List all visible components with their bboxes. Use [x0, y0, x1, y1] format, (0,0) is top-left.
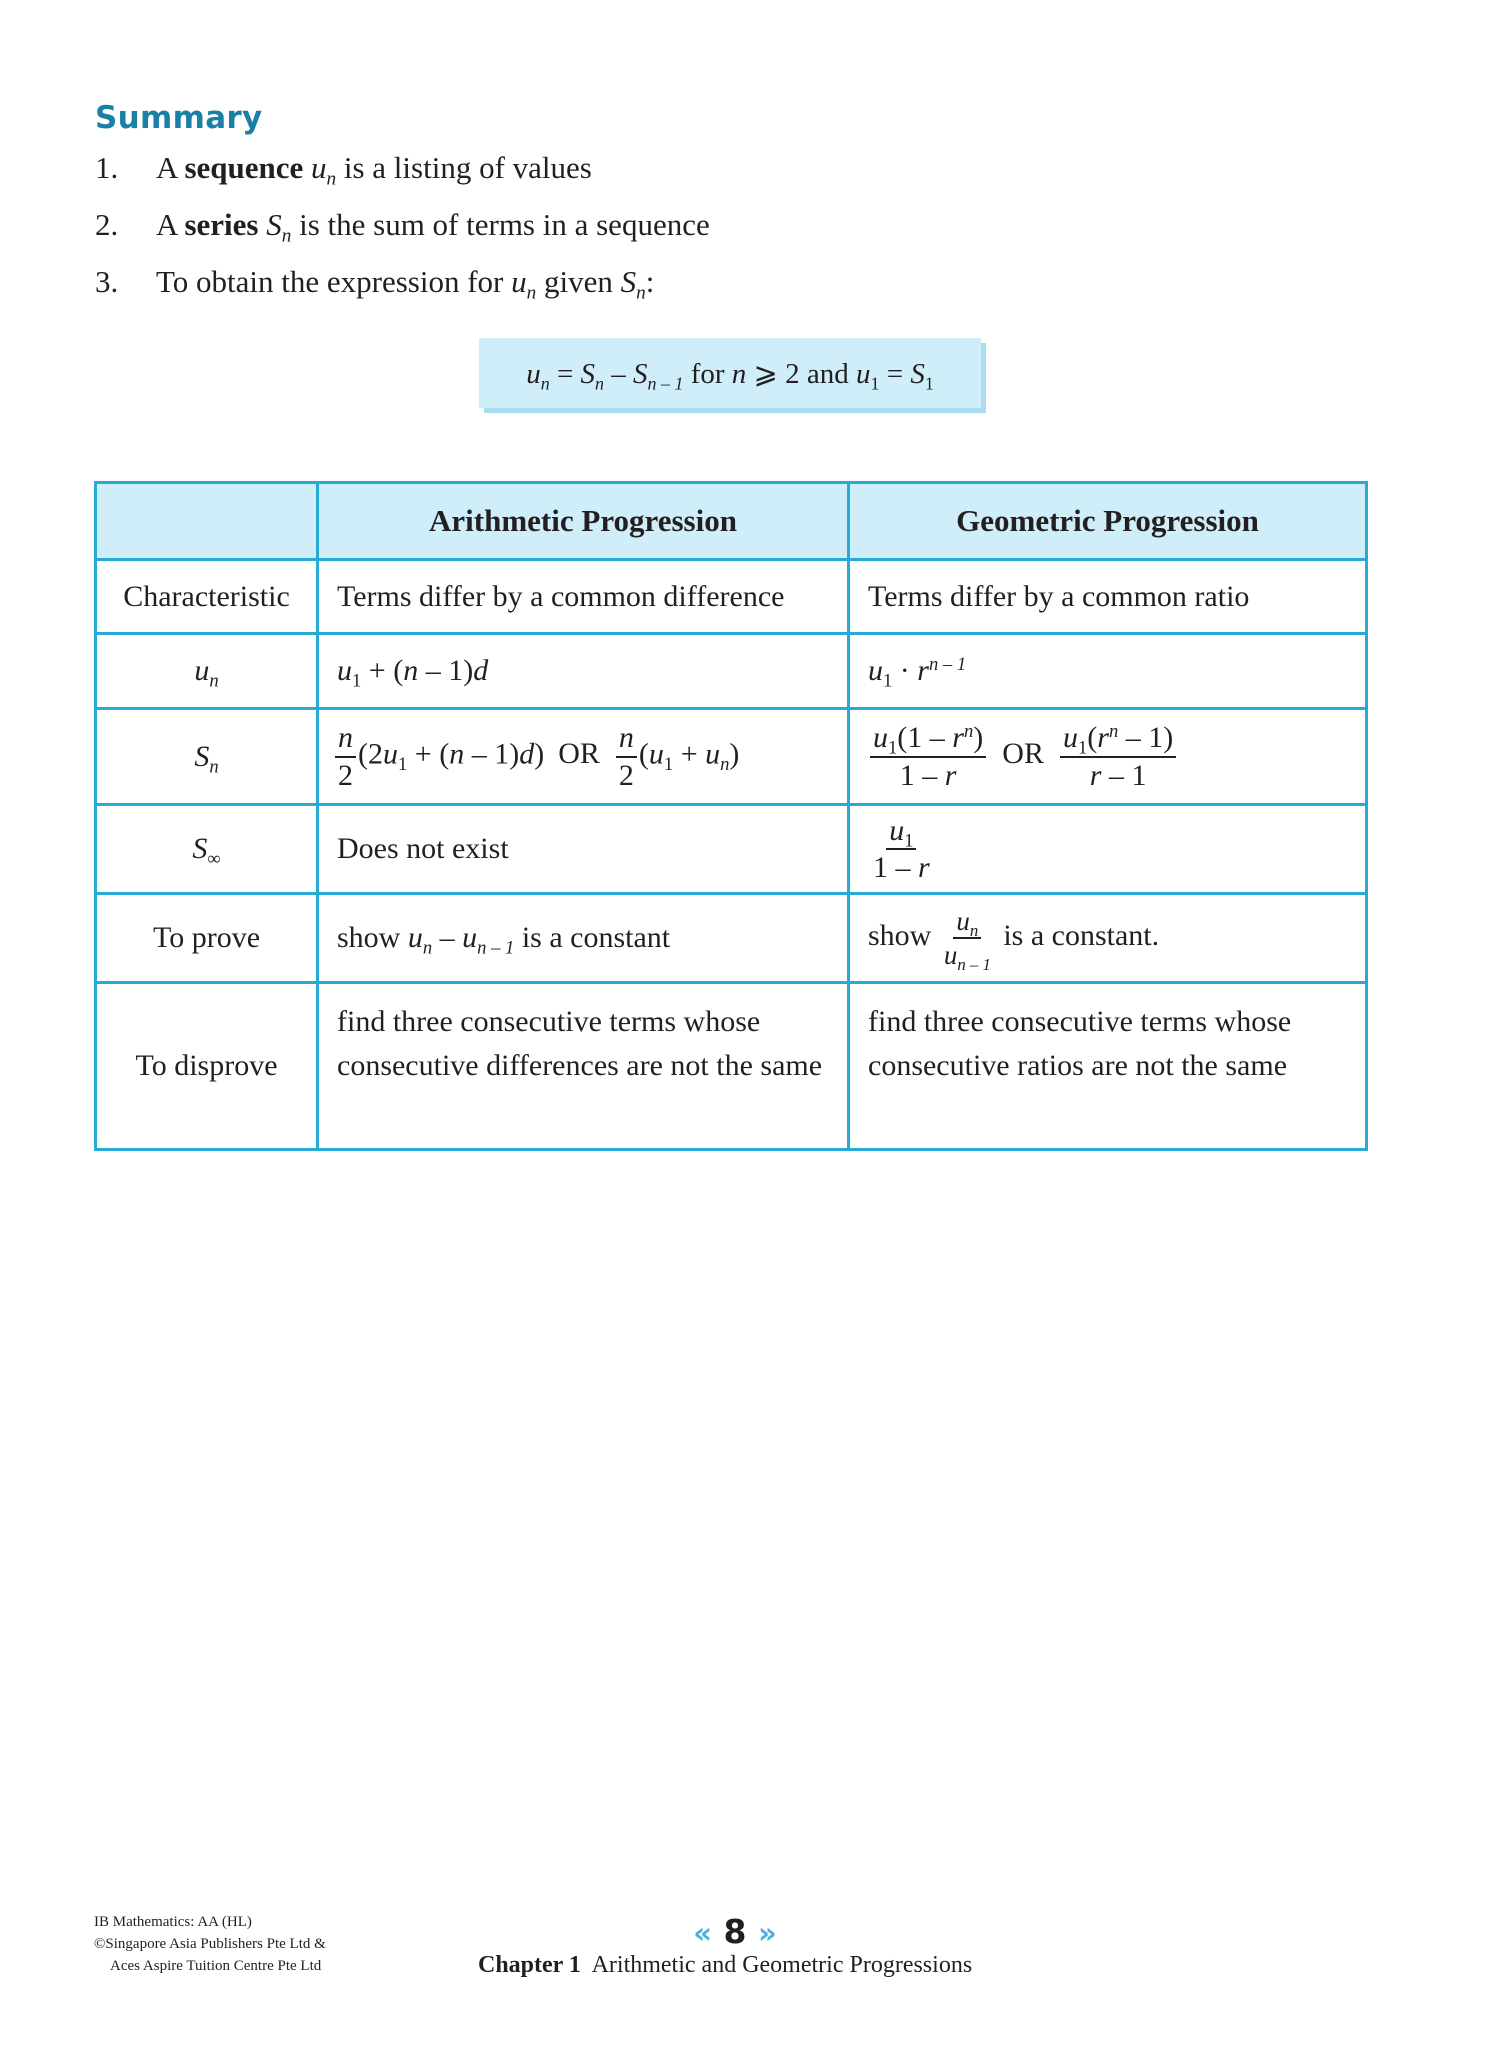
term-sequence: sequence: [184, 150, 304, 185]
fraction: $\frac{u_1(1 - r^n)}{1 - r}$: [870, 722, 986, 791]
formula-box: [479, 338, 981, 408]
fraction: $\frac{n}{2}$: [335, 722, 356, 791]
fraction: $\frac{n}{2}$: [616, 722, 637, 791]
list-text: A sequence $u_n$ is a listing of values: [156, 150, 592, 190]
chapter-line: [478, 1952, 972, 1979]
table-row: [96, 634, 1367, 709]
list-number: 1.: [95, 150, 119, 185]
footer-copyright-1: ©Singapore Asia Publishers Pte Ltd &: [94, 1936, 326, 1952]
row-label-sinf: $S_\infty$: [96, 805, 318, 894]
footer-copyright-2: Aces Aspire Tuition Centre Pte Ltd: [110, 1958, 322, 1974]
header-ap: Arithmetic Progression: [318, 483, 849, 560]
cell-gp-prove: show $\frac{u_n}{u_{n - 1}}$ is a constant.: [849, 894, 1367, 983]
table-header-row: [96, 483, 1367, 560]
term-series: series: [184, 207, 259, 242]
list-text: To obtain the expression for $u_n$ given $S_n$:: [156, 264, 655, 304]
cell-gp-characteristic: Terms differ by a common ratio: [849, 560, 1367, 634]
table-row: [96, 560, 1367, 634]
list-text: A series $S_n$ is the sum of terms in a sequence: [156, 207, 710, 247]
table-row: [96, 709, 1367, 805]
cell-ap-sinf: Does not exist: [318, 805, 849, 894]
cell-gp-sn: $\frac{u_1(1 - r^n)}{1 - r}$ OR $\frac{u_1(r^n - 1)}{r - 1}$: [849, 709, 1367, 805]
row-label-sn: $S_n$: [96, 709, 318, 805]
fraction: $\frac{u_n}{u_{n - 1}}$: [943, 905, 991, 974]
cell-gp-un: $u_1 \cdot r^{n - 1}$: [849, 634, 1367, 709]
table-row: [96, 983, 1367, 1150]
list-number: 3.: [95, 264, 119, 299]
list-number: 2.: [95, 207, 119, 242]
progression-table: [94, 481, 1368, 1151]
footer-book-title: IB Mathematics: AA (HL): [94, 1914, 252, 1930]
fraction: $\frac{u_1}{1 - r}$: [873, 813, 930, 884]
header-gp: Geometric Progression: [849, 483, 1367, 560]
row-label-characteristic: Characteristic: [96, 560, 318, 634]
cell-ap-prove: show $u_n - u_{n - 1}$ is a constant: [318, 894, 849, 983]
table-row: [96, 805, 1367, 894]
cell-gp-sinf: [849, 805, 1367, 894]
cell-gp-disprove: find three consecutive terms whose consecutive ratios are not the same: [849, 983, 1367, 1150]
chevron-right-icon: »: [757, 1916, 777, 1950]
section-title: Summary: [95, 100, 263, 136]
fraction: $\frac{u_1(r^n - 1)}{r - 1}$: [1060, 722, 1176, 791]
formula-text: $u_n = S_n - S_{n - 1}$ for n ⩾ 2 and $u_1 = S_1$: [526, 357, 934, 393]
cell-ap-un: $u_1 + (n - 1)d$: [318, 634, 849, 709]
table-row: [96, 894, 1367, 983]
chapter-title: Arithmetic and Geometric Progressions: [591, 1952, 973, 1978]
header-blank: [96, 483, 318, 560]
chevron-left-icon: «: [693, 1916, 713, 1950]
cell-ap-disprove: find three consecutive terms whose consecutive differences are not the same: [318, 983, 849, 1150]
cell-ap-sn: $\frac{n}{2}$ $(2u_1 + (n - 1)d)$ OR $\frac{n}{2}$ $(u_1 + u_n)$: [318, 709, 849, 805]
page-number-value: 8: [723, 1912, 747, 1951]
cell-ap-characteristic: Terms differ by a common difference: [318, 560, 849, 634]
row-label-prove: To prove: [96, 894, 318, 983]
footer-publisher: [94, 1911, 326, 1977]
page-number: [692, 1912, 778, 1951]
row-label-disprove: To disprove: [96, 983, 318, 1150]
row-label-un: $u_n$: [96, 634, 318, 709]
chapter-label: Chapter 1: [478, 1952, 581, 1978]
